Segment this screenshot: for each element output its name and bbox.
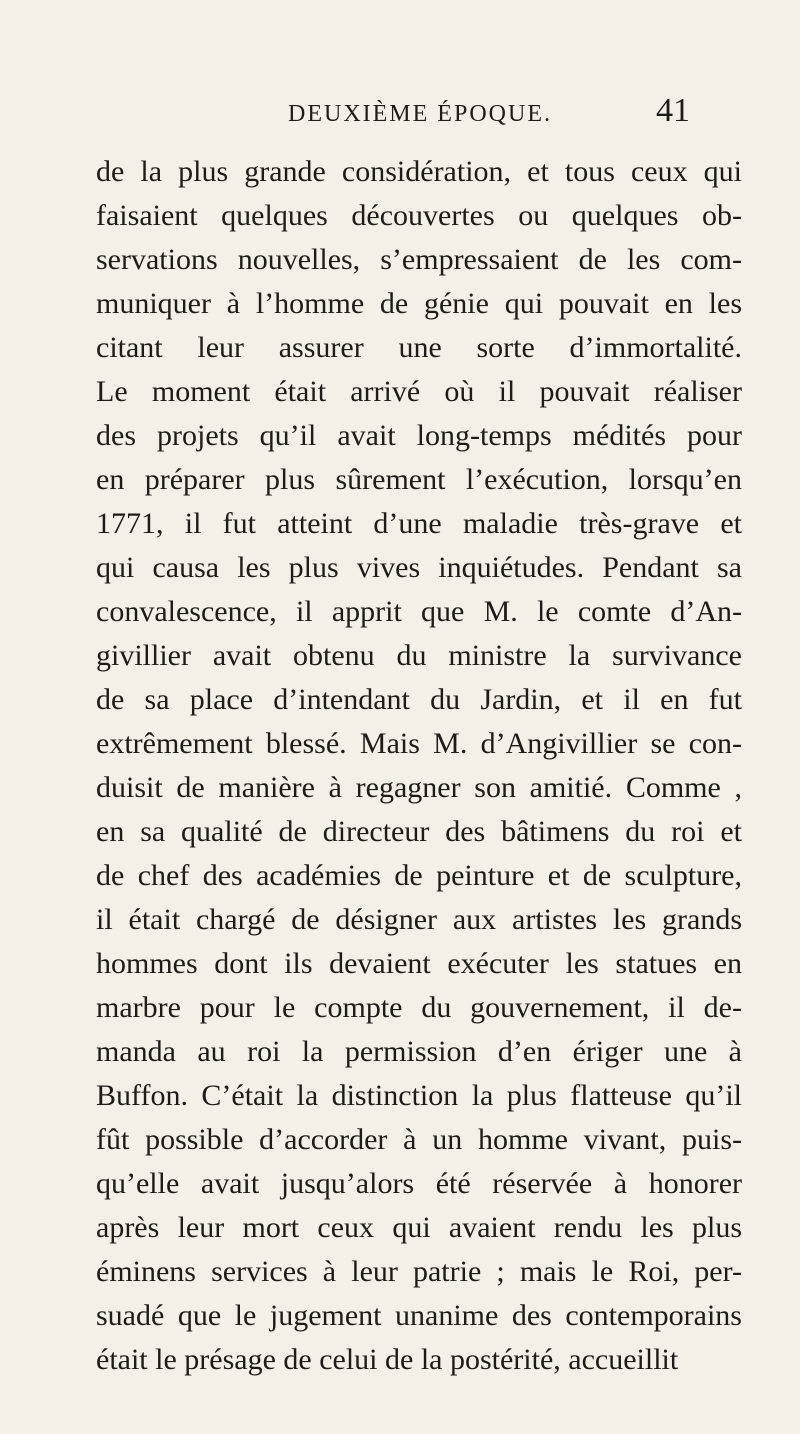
text-line: fût possible d’accorder à un homme vivant, puis- — [96, 1123, 742, 1156]
running-head — [140, 92, 700, 136]
body-text — [96, 150, 742, 1382]
text-line: convalescence, il apprit que M. le comte d’An- — [96, 595, 742, 628]
text-line: extrêmement blessé. Mais M. d’Angivillier se con- — [96, 727, 742, 760]
text-line: après leur mort ceux qui avaient rendu les plus — [96, 1211, 742, 1244]
text-line: éminens services à leur patrie ; mais le Roi, per- — [96, 1255, 742, 1288]
text-line: givillier avait obtenu du ministre la survivance — [96, 639, 742, 672]
text-line: 1771, il fut atteint d’une maladie très-grave et — [96, 507, 742, 540]
text-line: de sa place d’intendant du Jardin, et il en fut — [96, 683, 742, 716]
text-line: qu’elle avait jusqu’alors été réservée à honorer — [96, 1167, 742, 1200]
text-line: il était chargé de désigner aux artistes les grands — [96, 903, 742, 936]
text-line: de la plus grande considération, et tous ceux qui — [96, 155, 742, 188]
text-line: hommes dont ils devaient exécuter les statues en — [96, 947, 742, 980]
text-line: manda au roi la permission d’en ériger une à — [96, 1035, 742, 1068]
text-line: Le moment était arrivé où il pouvait réaliser — [96, 375, 742, 408]
text-line: en sa qualité de directeur des bâtimens du roi et — [96, 815, 742, 848]
text-line: duisit de manière à regagner son amitié. Comme , — [96, 771, 742, 804]
text-line: des projets qu’il avait long-temps médités pour — [96, 419, 742, 452]
text-line: était le présage de celui de la postérité, accueillit — [96, 1343, 679, 1376]
running-title: DEUXIÈME ÉPOQUE. — [288, 101, 552, 127]
text-line: en préparer plus sûrement l’exécution, lorsqu’en — [96, 463, 742, 496]
text-line: de chef des académies de peinture et de sculpture, — [96, 859, 742, 892]
text-line: suadé que le jugement unanime des contemporains — [96, 1299, 742, 1332]
text-line: faisaient quelques découvertes ou quelques ob- — [96, 199, 742, 232]
page-number: 41 — [656, 92, 690, 129]
text-line: citant leur assurer une sorte d’immortalité. — [96, 331, 742, 364]
text-line: servations nouvelles, s’empressaient de les com- — [96, 243, 742, 276]
text-line: marbre pour le compte du gouvernement, il de- — [96, 991, 742, 1024]
text-line: muniquer à l’homme de génie qui pouvait en les — [96, 287, 742, 320]
text-line: qui causa les plus vives inquiétudes. Pendant sa — [96, 551, 742, 584]
text-line: Buffon. C’était la distinction la plus flatteuse qu’il — [96, 1079, 742, 1112]
